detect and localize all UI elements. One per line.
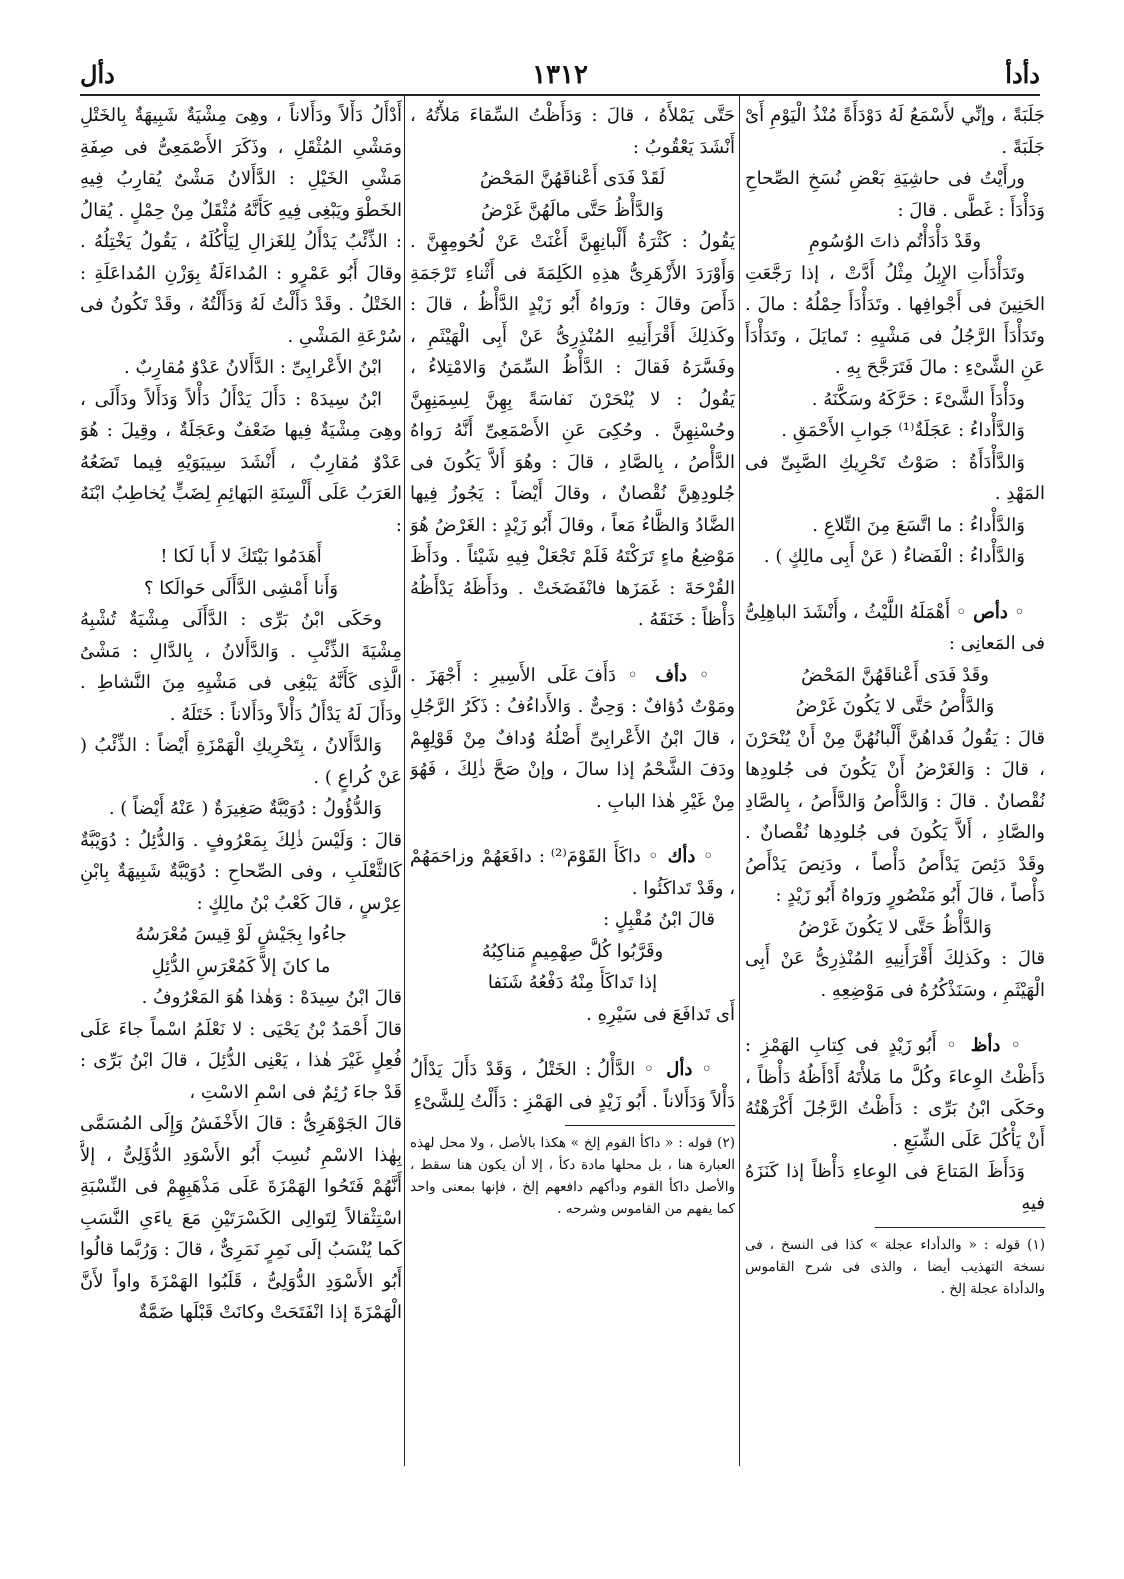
entry-head-dal: ◦ دأل ◦	[643, 1059, 715, 1080]
paragraph: وتَدَأْدَأَتِ الإِبِلُ مِثْلُ أَدَّتْ ، إذا رَجَّعَتِ الحَنِينَ فى أَجْوافِها . وتَدَأْدَأَ حِمْلُهُ : مالَ . وتَدَأْدَأَ الرَّجُلُ فى مَشْيِهِ : تَمايَلَ ، وتَدَأْدَأَ عَنِ الشَّىْءِ : مالَ فَتَرَجَّحَ بِهِ .	[745, 262, 1045, 378]
column-divider-left	[404, 96, 405, 1466]
paragraph: يَقُولُ : كَثْرَةُ أَلْبانِهِنَّ أَغْنَتْ عَنْ لُحُومِهِنَّ . وَأَوْرَدَ الأَزْهَرِىُّ هذِهِ الكَلِمَةَ فى أَثْناءِ تَرْجَمَةِ دَأَصَ وقالَ : ورَواهُ أَبُو زَيْدٍ الدَّأْظُ ، قالَ : وكَذلِكَ أَقْرَأَنِيهِ المُنْذِرِىُّ عَنْ أَبِى الْهَيْثَمِ ، وفَسَّرَهُ فَقالَ : الدَّأْظُ السِّمَنُ وَالامْتِلاءُ ، يَقُولُ : لا يُنْحَرْنَ نَفاسَةً بِهِنَّ لِسِمَنِهِنَّ وحُسْنِهِنَّ . وحُكِىَ عَنِ الأَصْمَعِىِّ أَنَّهُ رَواهُ الدَّأْصُ ، بِالصَّادِ ، قالَ : وهُوَ أَلاَّ يَكُونَ فى جُلودِهِنَّ نُقْصانٌ ، وقالَ أَيْضاً : يَجُوزُ فِيها الضَّادُ وَالظَّاءُ مَعاً ، وقالَ أَبُو زَيْدٍ : الغَرْضُ هُوَ مَوْضِعُ ماءٍ تَرَكْتَهُ فَلَمْ تَجْعَلْ فِيهِ شَيْئاً . ودَأَظَ القُرْحَةَ : غَمَزَها فانْفَضَخَتْ . ودَأَظَهُ يَدْأَظُهُ دَأْظاً : خَنَقَهُ .	[410, 231, 735, 630]
paragraph: وحَكَى ابْنُ بَرِّى : الدَّأَلَى مِشْيَةٌ تُشْبِهُ مِشْيَةَ الذِّئْبِ . وَالدَّأَلانُ ، بِالدَّالِ : مَشْىُ الَّذِى كَأَنَّهُ يَبْغِى فى مَشْيِهِ مِنَ النَّشاطِ . ودَأَلَ لَهُ يَدْأَلُ دَأْلاً ودَأَلاناً : خَتَلَهُ .	[80, 609, 402, 725]
middle-column	[410, 100, 735, 1465]
paragraph: ورأَيْتُ فى حاشِيَةِ بَعْضِ نُسَخِ الصِّحاحِ وَدَأْدَأَ : غَطَّى . قالَ :	[745, 168, 1045, 221]
entry-text: دَأَفَ عَلَى الأَسِيرِ : أَجْهَزَ . ومَوْتٌ دُؤافٌ : وَحِىٌّ . وَالأَداءُفُ : ذَكَرُ الرَّجُلِ ، قالَ ابْنُ الأَعْرابِىِّ أَصْلُهُ وُدافٌ مِنْ قَوْلِهِمْ ودَفَ الشَّحْمُ إذا سالَ ، وإنْ صَحَّ ذٰلِكَ ، فَهُوَ مِنْ غَيْرِ هٰذا البابِ .	[410, 664, 735, 812]
entry-head-daaf: ◦ دأف ◦	[627, 664, 715, 686]
paragraph: أَدْأَلُ دَأْلاً ودَأَلاناً ، وهِىَ مِشْيَةٌ شَبِيهَةٌ بِالخَتْلِ ومَشْىِ المُثْقَلِ ، وذَكَرَ الأَصْمَعِىُّ فى صِفَةِ مَشْىِ الخَيْلِ : الدَّأَلانُ مَشْىٌ يُقارِبُ فِيهِ الخَطْوَ ويَبْغِى فِيهِ كَأَنَّهُ مُثْقَلٌ مِنْ حِمْلٍ . يُقالُ : الذِّئْبُ يَدْأَلُ لِلغَزالِ لِيَأْكُلَهُ ، يَقُولُ يَخْتِلُهُ . وقالَ أَبُو عَمْرٍو : المُداءَلَةُ بِوَزْنِ المُداعَلَةِ : الخَتْلُ . وقَدْ دَأَلْتُ لَهُ وَدَأَلْتُهُ ، وقَدْ تَكُونُ فى سُرْعَةِ المَشْىِ .	[80, 105, 402, 347]
page-number: ١٣١٢	[532, 60, 588, 90]
paragraph: وَدَأَظَ المَتاعَ فى الوِعاءِ دَأْظاً إذا كَنَزَهُ فيهِ	[745, 1161, 1045, 1214]
header-rule	[80, 94, 1040, 96]
verse-line: إذا تَداكَأَ مِنْهُ دَفْعُهُ شَنَفا	[487, 972, 658, 993]
entry-text: داكَأَ القَوْمَ⁽²⁾ : دافَعَهُمْ وزاحَمَهُمْ ، وقَدْ تَداكَئُوا .	[410, 846, 735, 899]
paragraph: جَلَبَةً ، وإنِّي لأَسْمَعُ لَهُ دَوْدَأَةً مُنْذُ الْيَوْمِ أَىْ جَلَبَةً .	[745, 105, 1045, 158]
entry-daaz	[745, 1030, 1045, 1156]
paragraph: قالَ أَحْمَدُ بْنُ يَحْيَى : لا نَعْلَمُ اسْماً جاءَ عَلَى فُعِلٍ غَيْرَ هٰذا ، يَعْنِى الدُّئِلَ ، قالَ ابْنُ بَرِّى : قَدْ جاءَ رُئِمٌ فى اسْمِ الاسْتِ ،	[80, 1018, 402, 1103]
paragraph: ابْنُ سِيدَهْ : دَأَلَ يَدْأَلُ دَأْلاً وَدَأَلاً ودَأَلَى ، وهِىَ مِشْيَةٌ فِيها ضَعْفٌ وعَجَلَةٌ ، وقِيلَ : هُوَ عَدْوٌ مُقارِبٌ ، أَنْشَدَ سِيبَوَيْهِ فِيما تَضَعُهُ العَرَبُ عَلَى أَلْسِنَةِ البَهائِمِ لِضَبٍّ يُخاطِبُ ابْنَهُ :	[80, 388, 402, 536]
entry-head-daas: ◦ دأص ◦	[956, 601, 1025, 623]
entry-text: الدَّأْلُ : الخَتْلُ ، وَقَدْ دَأَلَ يَدْأَلُ دَأْلاً وَدَأَلاناً . أَبُو زَيْدٍ فى الهَمْزِ : دَأَلْتُ لِلشَّىْءِ	[410, 1059, 735, 1112]
verse-line: وَالدَّأْظُ حَتَّى لا يَكُونَ غَرْضُ	[798, 916, 992, 938]
verse-line: وَالدَّأْصُ حَتَّى لا يَكُونَ غَرْضُ	[795, 696, 995, 717]
footnote: (٢) قوله : « داكأ القوم إلخ » هكذا بالأصل ، ولا محل لهذه العبارة هنا ، بل محلها مادة دكأ ، إلا أن يكون هنا سقط ، والأصل داكأ القوم ودأكهم دافعهم إلخ ، فإنها بمعنى واحد كما يفهم من القاموس وشرحه .	[410, 1135, 735, 1217]
paragraph: أَى تَدافَعَ فى سَيْرِهِ .	[586, 1003, 735, 1025]
paragraph: وَالدُّؤُولُ : دُوَيْبَّةٌ صَغِيرَةٌ ( عَنْهُ أَيْضاً ) .	[108, 798, 382, 819]
entry-dal	[410, 1054, 735, 1117]
left-column	[80, 100, 402, 1465]
column-divider-right	[739, 96, 740, 1466]
paragraph: وَالدَّأْداءُ : الْفَضاءُ ( عَنْ أَبِى مالِكٍ ) .	[763, 546, 1025, 567]
paragraph: وَالدَّأَلانُ ، بِتَحْرِيكِ الْهَمْزَةِ أَيْضاً : الذِّئْبُ ( عَنْ كُراعٍ ) .	[80, 735, 402, 788]
verse-line: وَالدَّأْظُ حَتَّى مالَهُنَّ غَرْضُ	[481, 199, 664, 221]
footnote: (١) قوله : « والدأداء عجلة » كذا فى النسخ ، فى نسخة التهذيب أيضا ، والذى فى شرح القاموس والدأداة عجلة إلخ .	[745, 1237, 1045, 1297]
verse-line: جاءُوا بِجَيْشٍ لَوْ قِيسَ مُعْرَسُهُ	[135, 924, 347, 945]
right-column	[745, 100, 1045, 1465]
header-left-keyword: دأل	[80, 60, 115, 89]
entry-text: أَبُو زَيْدٍ فى كِتابِ الهَمْزِ : دَأَظْتُ الوِعاءَ وكُلَّ ما مَلأْتَهُ أَدْأَظُهُ دَأْظاً ، وحَكَى ابْنُ بَرِّى : دَأَظْتُ الرَّجُلَ أَكْرَهْتُهُ أَنْ يَأْكُلَ عَلَى الشِّبَعِ .	[745, 1035, 1045, 1151]
paragraph: قالَ ابْنُ سِيدَهْ : وَهٰذا هُوَ المَعْرُوفُ .	[141, 987, 402, 1008]
entry-daas	[745, 597, 1045, 660]
entry-daaf	[410, 660, 735, 818]
verse-line: أَهَدَمُوا بَيْتَكَ لا أَبا لَكا !	[160, 546, 322, 567]
page-header	[80, 52, 1040, 92]
verse-line: ما كانَ إلاَّ كَمُعْرَسِ الدُّئِلِ	[151, 955, 331, 977]
entry-text: أَهْمَلَهُ اللَّيْثُ ، وأَنْشَدَ الباهِلِىُّ فى المَعانِى :	[745, 601, 1045, 654]
footnote-separator	[565, 1125, 735, 1126]
paragraph: قالَ الجَوْهَرِىُّ : قالَ الأَخْفَشُ وَإِلَى المُسَمَّى بِهٰذا الاسْمِ نُسِبَ أَبُو الأَسْوَدِ الدُّؤَلِىُّ ، إلاَّ أَنَّهُمْ فَتَحُوا الهَمْزَةَ عَلَى مَذْهَبِهِمْ فى النِّسْبَةِ اسْتِثْقالاً لِتَوالِى الكَسْرَتَيْنِ مَعَ ياءَىِ النَّسَبِ كَما يُنْسَبُ إلَى نَمِرٍ نَمَرِىٌّ ، قالَ : وَرُبَّما قالُوا أَبُو الأَسْوَدِ الدُّوَلِىُّ ، قَلَبُوا الهَمْزَةَ واواً لأَنَّ الْهَمْزَةَ إذا انْفَتَحَتْ وكانَتْ قَبْلَها ضَمَّةٌ	[80, 1113, 402, 1323]
header-right-keyword: دأدأ	[1005, 60, 1040, 89]
paragraph: وَالدَّأْداءُ : عَجَلَةٌ⁽¹⁾ جَوابِ الأَحْمَقِ .	[781, 420, 1025, 441]
paragraph: ابْنُ الأَعْرابِىِّ : الدَّأَلانُ عَدْوٌ مُقارِبٌ .	[124, 357, 382, 378]
paragraph: قالَ ابْنُ مُقْبِلٍ :	[603, 909, 715, 930]
entry-head-daak: ◦ دأك ◦	[648, 846, 716, 867]
paragraph: حَتَّى يَمْلأَهُ ، قالَ : وَدَأَظْتُ السِّقاءَ مَلأْتُهُ ، أَنْشَدَ يَعْقُوبُ :	[410, 105, 735, 158]
entry-daak	[410, 841, 735, 904]
paragraph: قالَ : يَقُولُ فَداهُنَّ أَلْبانُهُنَّ مِنْ أَنْ يُنْحَرْنَ ، قالَ : وَالغَرْضُ أَنْ يَكُونَ فى جُلودِها نُقْصانٌ . قالَ : وَالدَّأْصُ وَالدَّأَصُ ، بِالصَّادِ والصَّادِ ، أَلاَّ يَكُونَ فى جُلودِها نُقْصانٌ . وقَدْ دَئِصَ يَدْأَصُ دَأْصاً ، ودَنِصَ يَدْأَصُ دَأْصاً ، قالَ أَبُو مَنْصُورٍ ورَواهُ أَبُو زَيْدٍ :	[745, 727, 1045, 906]
verse-line: وقَدْ فَدَى أَعْناقَهُنَّ المَحْضُ	[801, 664, 989, 686]
paragraph: وَالدَّأْدَأَةُ : صَوْتُ تَحْرِيكِ الصَّبِىِّ فى المَهْدِ .	[745, 451, 1045, 504]
paragraph: قالَ : وَلَيْسَ ذٰلِكَ بِمَعْرُوفٍ . وَالدُّئِلُ : دُوَيْبَّةٌ كَالثَّعْلَبِ ، وفى الصِّحاحِ : دُوَيْبَّةٌ شَبِيهَةٌ بِابْنِ عِرْسٍ ، قالَ كَعْبُ بْنُ مالِكٍ :	[80, 829, 402, 914]
paragraph: وَالدَّأْداءُ : ما اتَّسَعَ مِنَ التِّلاعِ .	[812, 514, 1025, 536]
verse-line: وقَرَّبُوا كُلَّ صِهْمِيمٍ مَناكِبُهُ	[481, 940, 664, 962]
paragraph: قالَ : وكَذلِكَ أَقْرَأَنِيهِ المُنْذِرِىُّ عَنْ أَبِى الْهَيْثَمِ ، وسَنَذْكُرُهُ فى مَوْضِعِهِ .	[745, 948, 1045, 1001]
footnote-separator	[875, 1227, 1045, 1228]
entry-head-daaz: ◦ دأظ ◦	[946, 1035, 1025, 1056]
verse-line: وَأَنا أَمْشِى الدَّأَلَى حَوالَكا ؟	[143, 577, 339, 599]
verse-line: وقَدْ دَأْدَأْتُم ذاتَ الوُسُومِ	[808, 231, 982, 252]
paragraph: ودَأْدَأَ الشَّىْءَ : حَرَّكَهُ وسَكَّنَهُ .	[811, 388, 1025, 410]
verse-line: لَقَدْ فَدَى أَعْناقَهُنَّ المَحْضُ	[479, 168, 666, 189]
